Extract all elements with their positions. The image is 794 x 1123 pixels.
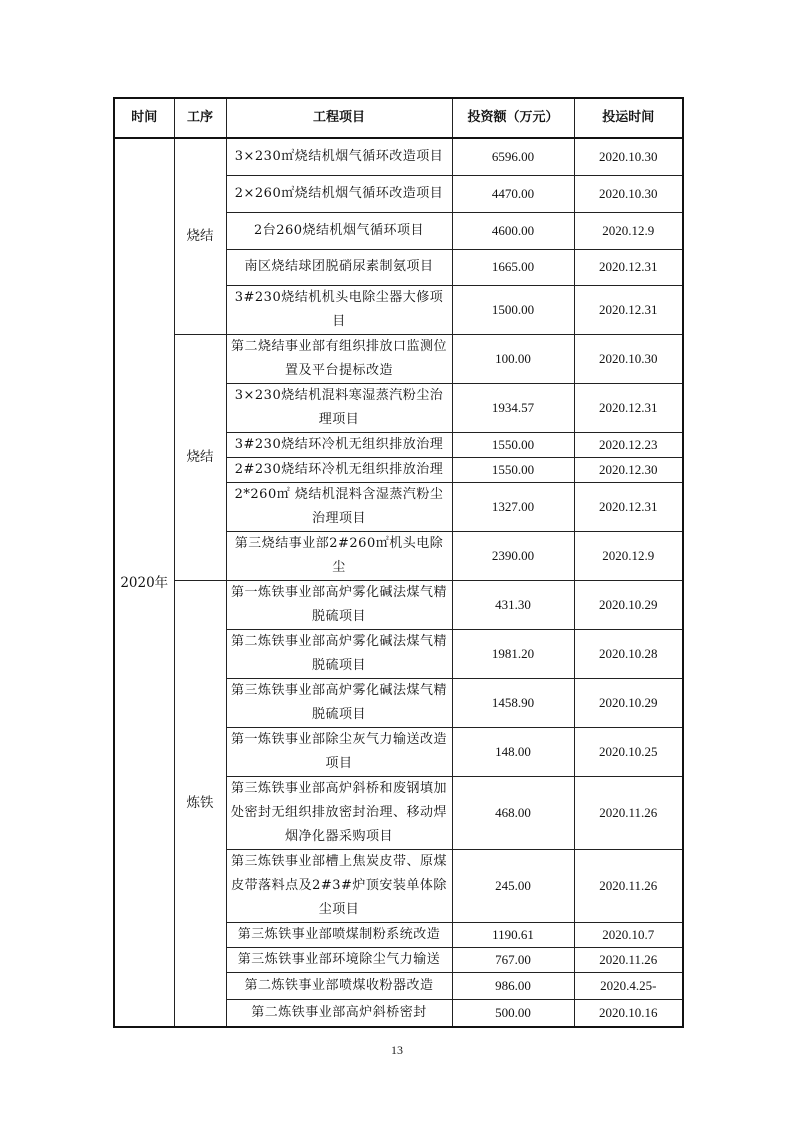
project-cell: 2×260㎡烧结机烟气循环改造项目 bbox=[226, 175, 452, 212]
process-cell-sintering-2: 烧结 bbox=[174, 334, 226, 580]
amount-cell: 986.00 bbox=[452, 972, 574, 999]
table-row bbox=[114, 138, 683, 175]
date-cell: 2020.10.16 bbox=[574, 999, 683, 1027]
project-cell: 第二烧结事业部有组织排放口监测位置及平台提标改造 bbox=[226, 334, 452, 383]
table-row bbox=[114, 580, 683, 629]
date-cell: 2020.11.26 bbox=[574, 849, 683, 922]
date-cell: 2020.10.30 bbox=[574, 175, 683, 212]
amount-cell: 1458.90 bbox=[452, 678, 574, 727]
project-cell: 第二炼铁事业部高炉雾化碱法煤气精脱硫项目 bbox=[226, 629, 452, 678]
project-cell: 2#230烧结环冷机无组织排放治理 bbox=[226, 457, 452, 482]
project-cell: 3#230烧结机机头电除尘器大修项目 bbox=[226, 285, 452, 334]
date-cell: 2020.12.31 bbox=[574, 249, 683, 285]
amount-cell: 4470.00 bbox=[452, 175, 574, 212]
amount-cell: 1934.57 bbox=[452, 383, 574, 432]
amount-cell: 4600.00 bbox=[452, 212, 574, 249]
amount-cell: 1190.61 bbox=[452, 922, 574, 947]
project-cell: 第三炼铁事业部喷煤制粉系统改造 bbox=[226, 922, 452, 947]
header-commission-date: 投运时间 bbox=[574, 98, 683, 138]
investment-table bbox=[113, 97, 684, 1028]
date-cell: 2020.10.29 bbox=[574, 678, 683, 727]
year-cell: 2020年 bbox=[114, 138, 174, 1027]
amount-cell: 431.30 bbox=[452, 580, 574, 629]
header-project: 工程项目 bbox=[226, 98, 452, 138]
amount-cell: 1550.00 bbox=[452, 432, 574, 457]
date-cell: 2020.10.7 bbox=[574, 922, 683, 947]
project-cell: 3×230烧结机混料寒湿蒸汽粉尘治理项目 bbox=[226, 383, 452, 432]
date-cell: 2020.12.9 bbox=[574, 531, 683, 580]
date-cell: 2020.12.31 bbox=[574, 383, 683, 432]
project-cell: 2台260烧结机烟气循环项目 bbox=[226, 212, 452, 249]
project-cell: 2*260㎡ 烧结机混料含湿蒸汽粉尘治理项目 bbox=[226, 482, 452, 531]
amount-cell: 100.00 bbox=[452, 334, 574, 383]
amount-cell: 2390.00 bbox=[452, 531, 574, 580]
project-cell: 第三炼铁事业部槽上焦炭皮带、原煤皮带落料点及2#3#炉顶安装单体除尘项目 bbox=[226, 849, 452, 922]
amount-cell: 1500.00 bbox=[452, 285, 574, 334]
amount-cell: 6596.00 bbox=[452, 138, 574, 175]
date-cell: 2020.11.26 bbox=[574, 776, 683, 849]
date-cell: 2020.10.30 bbox=[574, 334, 683, 383]
date-cell: 2020.12.31 bbox=[574, 285, 683, 334]
header-process: 工序 bbox=[174, 98, 226, 138]
date-cell: 2020.10.30 bbox=[574, 138, 683, 175]
process-cell-sintering-1: 烧结 bbox=[174, 138, 226, 334]
project-cell: 第二炼铁事业部喷煤收粉器改造 bbox=[226, 972, 452, 999]
amount-cell: 148.00 bbox=[452, 727, 574, 776]
project-cell: 第一炼铁事业部高炉雾化碱法煤气精脱硫项目 bbox=[226, 580, 452, 629]
amount-cell: 500.00 bbox=[452, 999, 574, 1027]
project-cell: 第三炼铁事业部高炉斜桥和废钢填加处密封无组织排放密封治理、移动焊烟净化器采购项目 bbox=[226, 776, 452, 849]
date-cell: 2020.4.25- bbox=[574, 972, 683, 999]
process-cell-ironmaking: 炼铁 bbox=[174, 580, 226, 1027]
project-cell: 3×230㎡烧结机烟气循环改造项目 bbox=[226, 138, 452, 175]
date-cell: 2020.10.25 bbox=[574, 727, 683, 776]
amount-cell: 1665.00 bbox=[452, 249, 574, 285]
table-row bbox=[114, 334, 683, 383]
date-cell: 2020.12.9 bbox=[574, 212, 683, 249]
amount-cell: 1981.20 bbox=[452, 629, 574, 678]
project-cell: 第三炼铁事业部环境除尘气力输送 bbox=[226, 947, 452, 972]
header-time: 时间 bbox=[114, 98, 174, 138]
header-investment: 投资额（万元） bbox=[452, 98, 574, 138]
date-cell: 2020.12.23 bbox=[574, 432, 683, 457]
amount-cell: 245.00 bbox=[452, 849, 574, 922]
table-header-row bbox=[114, 98, 683, 138]
date-cell: 2020.12.30 bbox=[574, 457, 683, 482]
amount-cell: 767.00 bbox=[452, 947, 574, 972]
amount-cell: 1327.00 bbox=[452, 482, 574, 531]
page-number: 13 bbox=[391, 1043, 403, 1057]
date-cell: 2020.10.29 bbox=[574, 580, 683, 629]
amount-cell: 468.00 bbox=[452, 776, 574, 849]
project-cell: 第三炼铁事业部高炉雾化碱法煤气精脱硫项目 bbox=[226, 678, 452, 727]
project-cell: 3#230烧结环冷机无组织排放治理 bbox=[226, 432, 452, 457]
date-cell: 2020.10.28 bbox=[574, 629, 683, 678]
date-cell: 2020.12.31 bbox=[574, 482, 683, 531]
amount-cell: 1550.00 bbox=[452, 457, 574, 482]
project-cell: 第一炼铁事业部除尘灰气力输送改造项目 bbox=[226, 727, 452, 776]
date-cell: 2020.11.26 bbox=[574, 947, 683, 972]
project-cell: 第二炼铁事业部高炉斜桥密封 bbox=[226, 999, 452, 1027]
project-cell: 第三烧结事业部2#260㎡机头电除尘 bbox=[226, 531, 452, 580]
project-cell: 南区烧结球团脱硝尿素制氨项目 bbox=[226, 249, 452, 285]
